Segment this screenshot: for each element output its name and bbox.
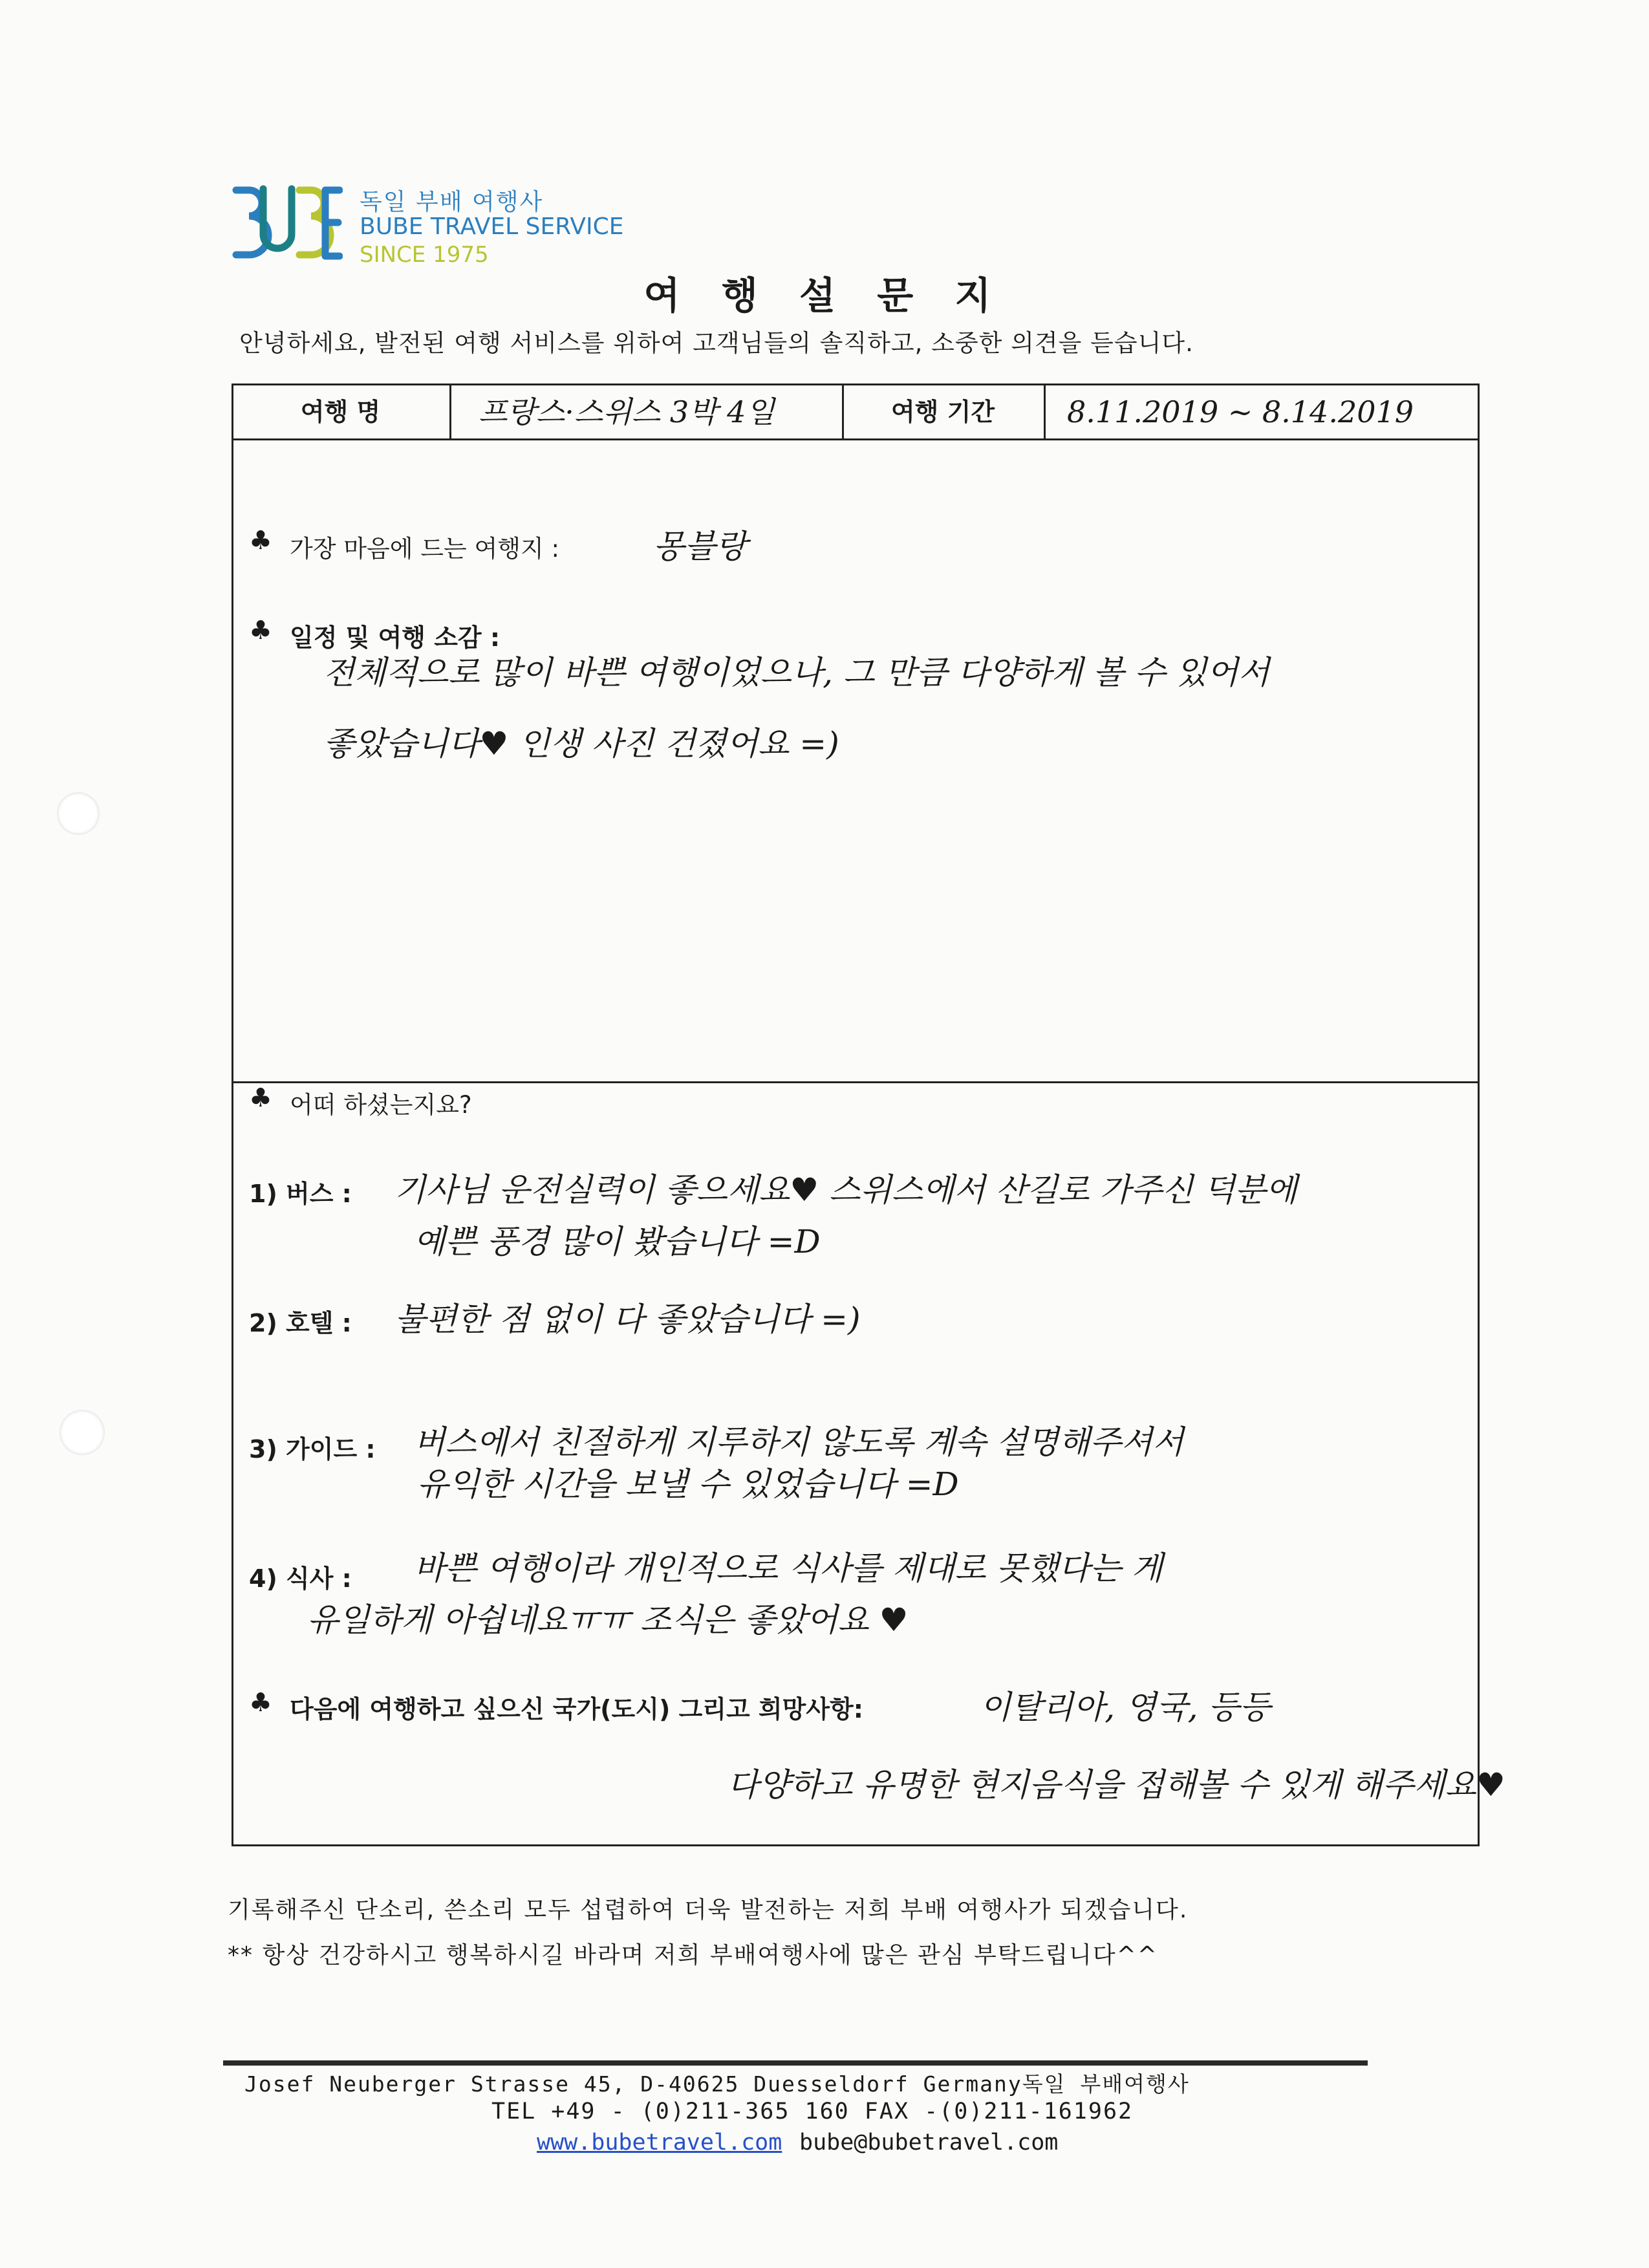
punch-hole (57, 792, 100, 835)
logo-since: SINCE 1975 (360, 242, 489, 268)
logo-english-name: BUBE TRAVEL SERVICE (360, 213, 624, 240)
section-divider (232, 1081, 1480, 1083)
guide-label: 3) 가이드 : (249, 1435, 376, 1463)
page-title: 여 행 설 문 지 (643, 274, 1006, 318)
meal-answer-line2[interactable]: 유일하게 아쉽네요ㅠㅠ 조식은 좋았어요 ♥ (307, 1601, 909, 1639)
favorite-answer[interactable]: 몽블랑 (653, 528, 747, 565)
next-trip-question: 다음에 여행하고 싶으신 국가(도시) 그리고 희망사항: (290, 1695, 863, 1723)
closing-message: 기록해주신 단소리, 쓴소리 모두 섭렵하여 더욱 발전하는 저희 부배 여행사가 되겠습니다. (228, 1897, 1189, 1923)
club-icon: ♣ (249, 526, 272, 556)
meal-answer-line1[interactable]: 바쁜 여행이라 개인적으로 식사를 제대로 못했다는 게 (414, 1550, 1163, 1587)
trip-name-label: 여행 명 (300, 398, 381, 426)
company-address: Josef Neuberger Strasse 45, D-40625 Duesseldorf Germany독일 부배여행사 (244, 2071, 1190, 2097)
guide-answer-line2[interactable]: 유익한 시간을 보낼 수 있었습니다 =D (417, 1465, 959, 1503)
impressions-answer-line2[interactable]: 좋았습니다♥ 인생 사진 건졌어요 =) (323, 725, 839, 762)
footer-rule (223, 2060, 1368, 2066)
divider (449, 383, 451, 440)
closing-greeting: ** 항상 건강하시고 행복하시길 바라며 저희 부배여행사에 많은 관심 부탁드립니다^^ (228, 1942, 1158, 1969)
hotel-label: 2) 호텔 : (249, 1309, 352, 1337)
bube-logo-icon (230, 182, 343, 266)
meal-label: 4) 식사 : (249, 1564, 352, 1593)
trip-name-value[interactable]: 프랑스·스위스 3박 4일 (479, 394, 775, 429)
impressions-question: 일정 및 여행 소감 : (290, 623, 501, 652)
club-icon: ♣ (249, 1688, 272, 1718)
club-icon: ♣ (249, 616, 272, 645)
trip-period-value[interactable]: 8.11.2019 ~ 8.14.2019 (1067, 394, 1414, 429)
club-icon: ♣ (249, 1083, 272, 1113)
bus-answer-line1[interactable]: 기사님 운전실력이 좋으세요♥ 스위스에서 산길로 가주신 덕분에 (394, 1171, 1297, 1209)
company-phone-fax: TEL +49 - (0)211-365 160 FAX -(0)211-161962 (491, 2099, 1134, 2124)
intro-text: 안녕하세요, 발전된 여행 서비스를 위하여 고객님들의 솔직하고, 소중한 의견을 듣습니다. (239, 329, 1194, 357)
divider (1044, 383, 1046, 440)
email-address[interactable]: bube@bubetravel.com (799, 2130, 1059, 2155)
favorite-question: 가장 마음에 드는 여행지 : (290, 535, 559, 563)
punch-hole (59, 1410, 105, 1455)
trip-period-label: 여행 기간 (890, 398, 995, 426)
how-question: 어떠 하셨는지요? (290, 1091, 472, 1119)
bus-label: 1) 버스 : (249, 1180, 352, 1208)
impressions-answer-line1[interactable]: 전체적으로 많이 바쁜 여행이었으나, 그 만큼 다양하게 볼 수 있어서 (323, 654, 1270, 691)
bus-answer-line2[interactable]: 예쁜 풍경 많이 봤습니다 =D (414, 1223, 821, 1260)
logo-korean-name: 독일 부배 여행사 (360, 189, 544, 215)
guide-answer-line1[interactable]: 버스에서 친절하게 지루하지 않도록 계속 설명해주셔서 (414, 1423, 1184, 1461)
hotel-answer-line1[interactable]: 불편한 점 없이 다 좋았습니다 =) (394, 1301, 861, 1338)
next-trip-answer-line2[interactable]: 다양하고 유명한 현지음식을 접해볼 수 있게 해주세요♥ (727, 1766, 1505, 1804)
next-trip-answer-line1[interactable]: 이탈리아, 영국, 등등 (980, 1689, 1271, 1726)
website-link[interactable]: www.bubetravel.com (537, 2130, 782, 2155)
